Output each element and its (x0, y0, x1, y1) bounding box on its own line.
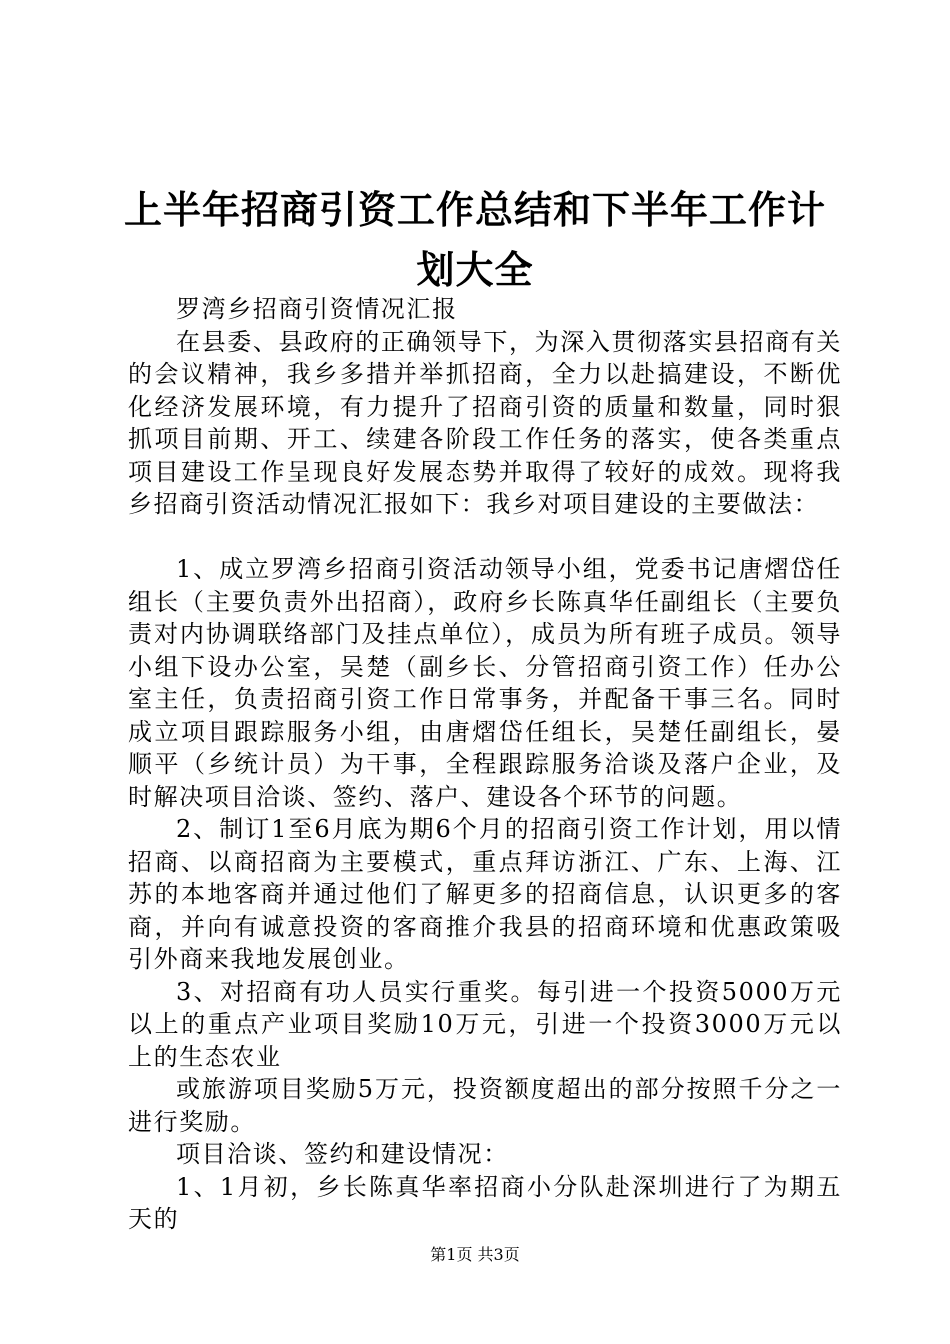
paragraph-project-1: 1、1月初，乡长陈真华率招商小分队赴深圳进行了为期五天的 (128, 1172, 842, 1233)
paragraph-item-3-continued: 或旅游项目奖励5万元，投资额度超出的部分按照千分之一进行奖励。 (128, 1075, 842, 1136)
paragraph-section-heading: 项目洽谈、签约和建设情况： (176, 1140, 509, 1168)
paragraph-subtitle: 罗湾乡招商引资情况汇报 (176, 295, 458, 323)
paragraph-intro: 在县委、县政府的正确领导下，为深入贯彻落实县招商有关的会议精神，我乡多措并举抓招商，全力以赴搞建设，不断优化经济发展环境，有力提升了招商引资的质量和数量，同时狠抓项目前期、开工、续建各阶段工作任务的落实，使各类重点项目建设工作呈现良好发展态势并取得了较好的成效。现将我乡招商引资活动情况汇报如下：我乡对项目建设的主要做法： (128, 327, 842, 518)
paragraph-item-2: 2、制订1至6月底为期6个月的招商引资工作计划，用以情招商、以商招商为主要模式，重点拜访浙江、广东、上海、江苏的本地客商并通过他们了解更多的招商信息，认识更多的客商，并向有诚意投资的客商推介我县的招商环境和优惠政策吸引外商来我地发展创业。 (128, 815, 842, 973)
document-body (128, 293, 842, 1236)
paragraph-spacer (128, 521, 842, 554)
page-footer: 第1页 共3页 (430, 1245, 520, 1264)
paragraph-item-1: 1、成立罗湾乡招商引资活动领导小组，党委书记唐熠岱任组长（主要负责外出招商），政府乡长陈真华任副组长（主要负责对内协调联络部门及挂点单位），成员为所有班子成员。领导小组下设办公室，吴楚（副乡长、分管招商引资工作）任办公室主任，负责招商引资工作日常事务，并配备干事三名。同时成立项目跟踪服务小组，由唐熠岱任组长，吴楚任副组长，晏顺平（乡统计员）为干事，全程跟踪服务洽谈及落户企业，及时解决项目洽谈、签约、落户、建设各个环节的问题。 (128, 555, 842, 811)
document-title: 上半年招商引资工作总结和下半年工作计划大全 (123, 187, 826, 292)
paragraph-item-3: 3、对招商有功人员实行重奖。每引进一个投资5000万元以上的重点产业项目奖励10万元，引进一个投资3000万元以上的生态农业 (128, 977, 842, 1071)
